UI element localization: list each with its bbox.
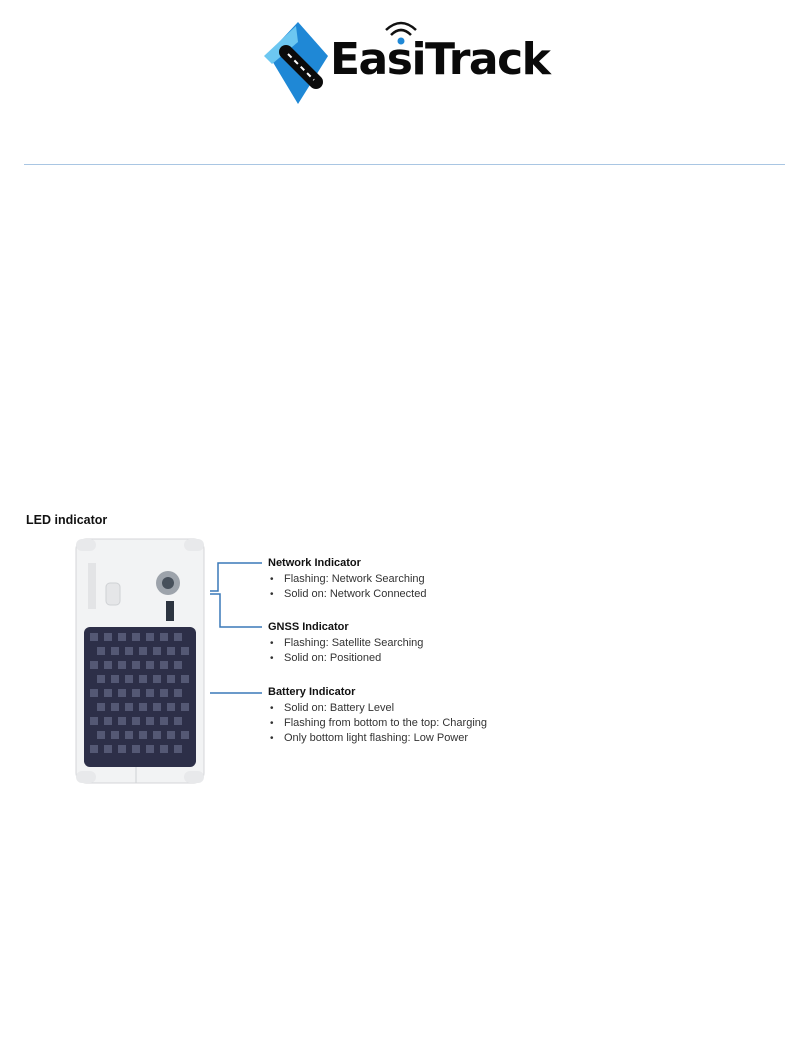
list-item: • Flashing: Satellite Searching (270, 637, 424, 649)
network-callout-line (210, 563, 262, 591)
list-item: • Flashing: Network Searching (270, 573, 425, 585)
easitrack-logo (258, 12, 550, 112)
header (0, 0, 808, 140)
tracker-device-icon (70, 535, 210, 785)
device-illustration (70, 535, 210, 785)
list-item: • Solid on: Network Connected (270, 588, 427, 600)
gnss-callout-line (210, 594, 262, 627)
list-item: • Solid on: Battery Level (270, 702, 395, 714)
battery-indicator-group (268, 686, 487, 746)
gnss-indicator-title: GNSS Indicator (268, 621, 349, 633)
battery-callout-line (210, 585, 262, 693)
brand-name: EasiTrack (330, 34, 550, 85)
battery-indicator-title: Battery Indicator (268, 686, 356, 698)
list-item: • Only bottom light flashing: Low Power (270, 732, 469, 744)
gnss-indicator-group (268, 621, 423, 666)
header-divider (24, 164, 785, 165)
network-indicator-title: Network Indicator (268, 557, 361, 569)
section-title: LED indicator (26, 513, 108, 527)
list-item: • Solid on: Positioned (270, 652, 382, 664)
list-item: • Flashing from bottom to the top: Charging (270, 717, 487, 729)
network-indicator-group (268, 557, 426, 602)
